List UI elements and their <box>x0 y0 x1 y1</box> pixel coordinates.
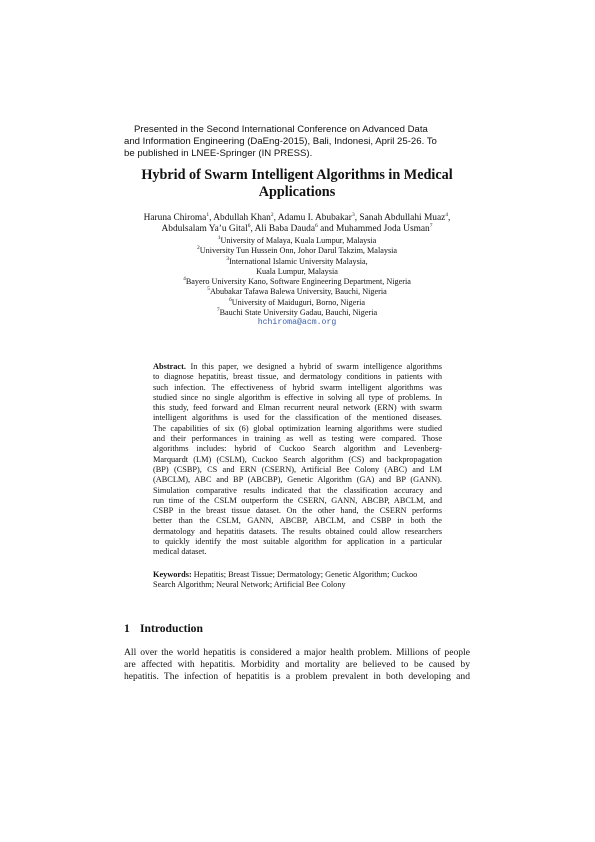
abstract-line: studied since no single algorithm is effective in solving all type of problems. In <box>153 392 442 402</box>
affiliation-sup: 4 <box>183 276 186 283</box>
author-name: Abdullah Khan <box>213 213 271 223</box>
author-sup: 2 <box>270 212 274 218</box>
affiliation-list <box>124 236 470 329</box>
affiliation-text: University Tun Hussein Onn, Johor Darul Takzim, Malaysia <box>199 246 398 256</box>
affiliation-text: Kuala Lumpur, Malaysia <box>256 266 338 276</box>
abstract-line: such infection. The effectiveness of hybrid swarm intelligent algorithms was <box>153 382 442 392</box>
body-line: hepatitis. The infection of hepatitis is a problem prevalent in both developing and <box>124 671 470 683</box>
affiliation <box>124 308 470 318</box>
abstract-line: medical dataset. <box>153 547 207 557</box>
affiliation <box>124 257 470 267</box>
abstract-text: In this paper, we designed a hybrid of swarm intelligence algorithms <box>190 362 442 371</box>
abstract-line: intelligent algorithms is used for the classification of the mentioned diseases. <box>153 413 442 423</box>
abstract-line: this study, feed forward and Elman recurrent neural network (ERN) with swarm <box>153 403 442 413</box>
author-sup: 6 <box>247 223 251 230</box>
author-name: Haruna Chiroma <box>143 213 207 223</box>
body-line: are affected with hepatitis. Morbidity and mortality are believed to be caused by <box>124 659 470 671</box>
author-name: Muhammed Joda Usman <box>336 224 430 235</box>
author-line: Abdulsalam Ya’u Gital$^6$, Ali Baba Dauda$^6$ and Muhammed Joda Usman$^7$ <box>161 223 433 235</box>
author-name: Adamu I. Abubakar <box>277 213 352 223</box>
presentation-note <box>124 124 470 161</box>
section-title: Introduction <box>140 622 203 635</box>
affiliation <box>124 277 470 287</box>
affiliation-text: Abubakar Tafawa Balewa University, Bauchi, Nigeria <box>209 287 387 297</box>
abstract-line: dermatology and hepatitis datasets. The results obtained could allow researchers <box>153 526 442 536</box>
body-line: All over the world hepatitis is considered a major health problem. Millions of people <box>124 647 470 658</box>
intro-paragraph <box>124 647 470 684</box>
abstract <box>153 362 442 558</box>
affiliation-text: Bauchi State University Gadau, Bauchi, Nigeria <box>219 308 378 318</box>
author-sup: 6 <box>315 223 318 230</box>
email-link[interactable]: hchiroma@acm.org <box>257 318 337 328</box>
author-name: Abdulsalam Ya’u Gital <box>161 224 248 235</box>
affiliation-text: University of Maiduguri, Borno, Nigeria <box>231 297 365 307</box>
abstract-line: (BP) (CSBP), CS and ERN (CSERN), Artificial Bee Colony (ABC) and LM <box>153 464 442 474</box>
keywords-text: Hepatitis; Breast Tissue; Dermatology; Genetic Algorithm; Cuckoo <box>193 570 418 579</box>
abstract-line: Marquardt (LM) (CSLM), Cuckoo Search algorithm (CS) and backpropagation <box>153 454 442 464</box>
affiliation-sup: 6 <box>228 296 232 303</box>
affiliation-sup: 2 <box>196 245 200 252</box>
abstract-line: The capabilities of six (6) global optimization learning algorithms were studied <box>153 423 442 433</box>
keywords-line: Search Algorithm; Neural Network; Artificial Bee Colony <box>153 580 346 590</box>
abstract-line: Simulation comparative results indicated that the classification accuracy and <box>153 485 442 495</box>
abstract-line: and their performances in training as well as testing were compared. Those <box>153 434 442 444</box>
affiliation <box>124 246 470 256</box>
abstract-line: better than the CSLM, GANN, ABCBP, ABCLM, and CSBP in both the <box>153 516 442 526</box>
author-line: Haruna Chiroma$^1$, Abdullah Khan$^2$, Adamu I. Abubakar$^3$, Sanah Abdullahi Muaz$^4$, <box>143 212 451 223</box>
author-conjunction: and <box>320 224 334 235</box>
abstract-line: to quickly identify the most suitable algorithm for application in a particular <box>153 537 442 547</box>
abstract-line: to diagnose hepatitis, breast tissue, and dermatology conditions in patients with <box>153 372 442 382</box>
title-line: Hybrid of Swarm Intelligent Algorithms in Medical <box>141 167 453 183</box>
abstract-line: algorithms includes: hybrid of Cuckoo Search algorithm and Levenberg- <box>153 444 442 454</box>
abstract-line: run time of the CSLM outperform the CSERN, GANN, ABCBP, ABCLM, and <box>153 495 442 505</box>
affiliation-text: International Islamic University Malaysia, <box>229 256 368 266</box>
author-sup: 7 <box>429 223 433 230</box>
keywords-label: Keywords: <box>153 570 192 579</box>
keywords <box>153 570 442 591</box>
note-line: Presented in the Second International Conference on Advanced Data <box>134 124 428 135</box>
affiliation-text: University of Malaya, Kuala Lumpur, Malaysia <box>220 236 377 245</box>
affiliation-sup: 1 <box>217 235 221 241</box>
affiliation <box>124 298 470 308</box>
abstract-line: (ABCLM), ABC and BP (ABCBP), Genetic Algorithm (GA) and BP (GANN). <box>153 475 442 485</box>
section-number: 1 <box>124 622 130 635</box>
author-sup: 1 <box>206 212 210 218</box>
note-line: be published in LNEE-Springer (IN PRESS). <box>124 148 313 160</box>
paper-title <box>124 167 470 201</box>
abstract-line: CSBP in the breast tissue dataset. On the other hand, the CSERN performs <box>153 506 442 516</box>
affiliation <box>124 267 470 277</box>
author-name: Sanah Abdullahi Muaz <box>359 213 446 223</box>
affiliation <box>124 236 470 246</box>
affiliation-sup: 3 <box>226 255 230 262</box>
title-line: Applications <box>258 184 336 200</box>
affiliation-sup: 7 <box>216 307 220 314</box>
affiliation-sup: 5 <box>207 286 210 293</box>
affiliation <box>124 287 470 297</box>
affiliation-text: Bayero University Kano, Software Engineering Department, Nigeria <box>185 277 411 287</box>
abstract-line <box>153 362 442 372</box>
keywords-line <box>153 570 442 580</box>
section-heading <box>124 622 203 635</box>
author-name: Ali Baba Dauda <box>254 224 316 235</box>
note-line: and Information Engineering (DaEng-2015), Bali, Indonesi, April 25-26. To <box>124 136 437 148</box>
author-sup: 3 <box>351 212 355 218</box>
author-list <box>124 213 470 236</box>
abstract-label: Abstract. <box>153 362 186 371</box>
author-sup: 4 <box>445 212 449 218</box>
